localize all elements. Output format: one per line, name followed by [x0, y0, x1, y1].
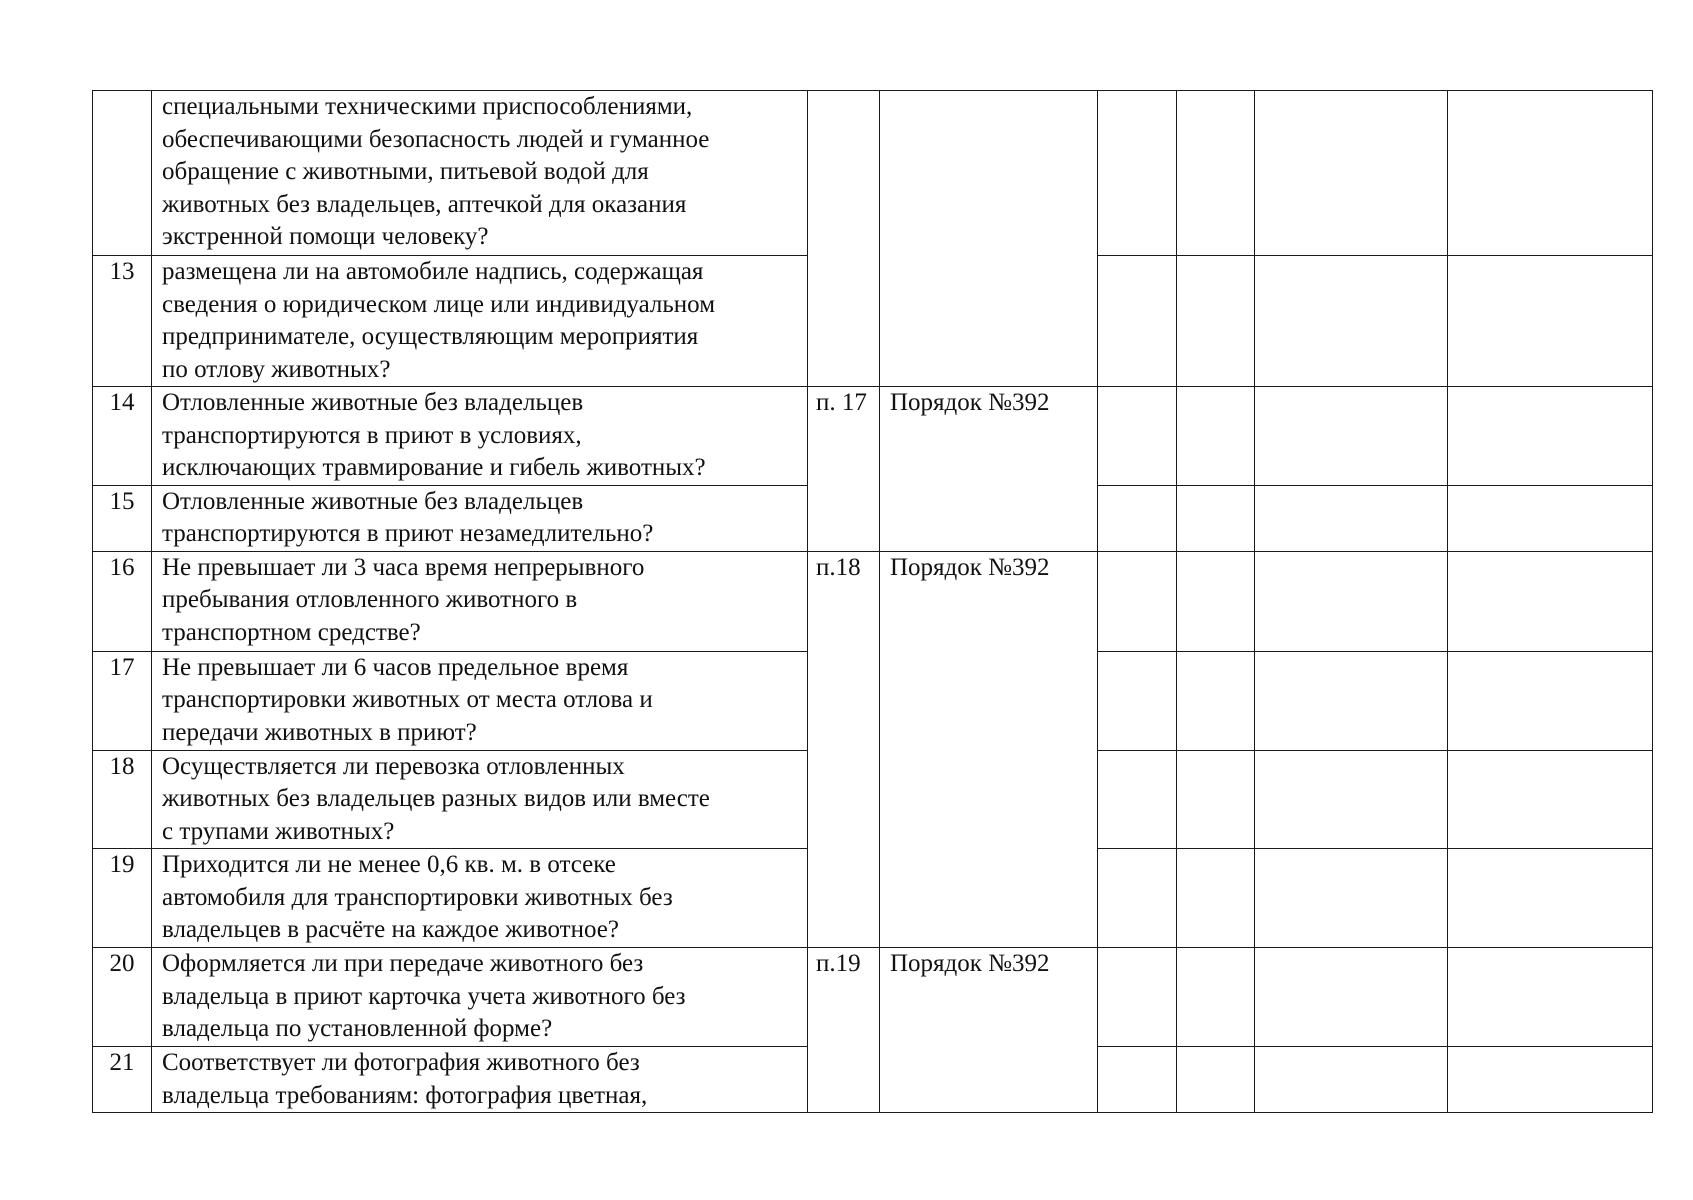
clause-reference: п.19	[808, 948, 880, 1113]
question-text	[152, 651, 808, 750]
question-line: Осуществляется ли перевозка отловленных	[162, 752, 625, 780]
question-line: пребывания отловленного животного в	[162, 586, 578, 613]
document-reference: Порядок №392	[880, 387, 1098, 552]
answer-cell	[1448, 1047, 1653, 1113]
question-line: сведения о юридическом лице или индивидуальном	[162, 290, 716, 318]
answer-cell	[1177, 948, 1255, 1047]
answer-cell	[1177, 849, 1255, 948]
answer-cell	[1177, 387, 1255, 486]
answer-cell	[1255, 651, 1448, 750]
question-line: обеспечивающими безопасность людей и гуманное	[162, 125, 710, 153]
clause-reference: п.18	[808, 551, 880, 948]
question-line: предпринимателе, осуществляющим мероприятия	[162, 323, 699, 350]
row-number: 14	[93, 387, 152, 486]
question-line: Приходится ли не менее 0,6 кв. м. в отсеке	[162, 851, 616, 878]
row-number: 18	[93, 750, 152, 849]
question-text	[152, 750, 808, 849]
answer-cell	[1255, 387, 1448, 486]
row-number: 21	[93, 1047, 152, 1113]
answer-cell	[1098, 91, 1177, 256]
answer-cell	[1177, 485, 1255, 551]
question-line: владельцев в расчёте на каждое животное?	[162, 916, 619, 943]
answer-cell	[1098, 1047, 1177, 1113]
clause-reference	[808, 91, 880, 387]
question-line: специальными техническими приспособлениями,	[162, 93, 693, 120]
answer-cell	[1177, 551, 1255, 651]
answer-cell	[1255, 91, 1448, 256]
question-line: Не превышает ли 3 часа время непрерывного	[162, 553, 645, 581]
document-reference: Порядок №392	[880, 948, 1098, 1113]
answer-cell	[1177, 651, 1255, 750]
question-line: размещена ли на автомобиле надпись, содержащая	[162, 258, 704, 285]
question-line: Оформляется ли при передаче животного без	[162, 950, 644, 977]
answer-cell	[1448, 387, 1653, 486]
answer-cell	[1177, 256, 1255, 387]
table-row	[93, 387, 1653, 486]
answer-cell	[1177, 91, 1255, 256]
question-line: владельца в приют карточка учета животного без	[162, 982, 686, 1010]
question-text	[152, 387, 808, 486]
answer-cell	[1098, 750, 1177, 849]
table-row	[93, 948, 1653, 1047]
question-text	[152, 91, 808, 256]
question-line: владельца по установленной форме?	[162, 1015, 553, 1042]
question-text	[152, 948, 808, 1047]
answer-cell	[1448, 91, 1653, 256]
answer-cell	[1448, 849, 1653, 948]
answer-cell	[1255, 849, 1448, 948]
answer-cell	[1448, 750, 1653, 849]
question-line: передачи животных в приют?	[162, 718, 477, 746]
answer-cell	[1255, 256, 1448, 387]
table-row	[93, 551, 1653, 651]
answer-cell	[1255, 750, 1448, 849]
answer-cell	[1255, 1047, 1448, 1113]
answer-cell	[1448, 948, 1653, 1047]
question-text	[152, 849, 808, 948]
question-text	[152, 485, 808, 551]
answer-cell	[1448, 551, 1653, 651]
answer-cell	[1098, 256, 1177, 387]
question-text	[152, 256, 808, 387]
answer-cell	[1255, 948, 1448, 1047]
question-line: владельца требованиям: фотография цветная,	[162, 1081, 648, 1109]
answer-cell	[1255, 551, 1448, 651]
question-text	[152, 551, 808, 651]
question-line: транспортируются в приют в условиях,	[162, 421, 582, 449]
row-number: 19	[93, 849, 152, 948]
document-reference	[880, 91, 1098, 387]
answer-cell	[1448, 485, 1653, 551]
row-number: 16	[93, 551, 152, 651]
question-line: транспортируются в приют незамедлительно?	[162, 520, 654, 547]
question-line: Отловленные животные без владельцев	[162, 487, 584, 515]
answer-cell	[1098, 485, 1177, 551]
answer-cell	[1448, 651, 1653, 750]
question-line: исключающих травмирование и гибель животных?	[162, 454, 706, 481]
checklist-table	[92, 90, 1653, 1113]
row-number: 20	[93, 948, 152, 1047]
answer-cell	[1448, 256, 1653, 387]
question-line: Не превышает ли 6 часов предельное время	[162, 653, 629, 681]
row-number	[93, 91, 152, 256]
question-line: обращение с животными, питьевой водой для	[162, 158, 649, 185]
clause-reference: п. 17	[808, 387, 880, 552]
question-text	[152, 1047, 808, 1113]
question-line: с трупами животных?	[162, 817, 395, 845]
answer-cell	[1098, 948, 1177, 1047]
row-number: 17	[93, 651, 152, 750]
answer-cell	[1255, 485, 1448, 551]
question-line: экстренной помощи человеку?	[162, 223, 489, 250]
document-reference: Порядок №392	[880, 551, 1098, 948]
question-line: Соответствует ли фотография животного без	[162, 1049, 640, 1076]
question-line: транспортировки животных от места отлова и	[162, 686, 653, 713]
answer-cell	[1177, 750, 1255, 849]
question-line: транспортном средстве?	[162, 618, 421, 646]
answer-cell	[1098, 651, 1177, 750]
question-line: животных без владельцев, аптечкой для оказания	[162, 190, 687, 218]
question-line: по отлову животных?	[162, 355, 391, 383]
row-number: 13	[93, 256, 152, 387]
answer-cell	[1098, 849, 1177, 948]
answer-cell	[1177, 1047, 1255, 1113]
question-line: животных без владельцев разных видов или вместе	[162, 785, 710, 812]
question-line: автомобиля для транспортировки животных без	[162, 883, 673, 911]
table-row	[93, 91, 1653, 256]
question-line: Отловленные животные без владельцев	[162, 389, 584, 416]
answer-cell	[1098, 387, 1177, 486]
row-number: 15	[93, 485, 152, 551]
answer-cell	[1098, 551, 1177, 651]
